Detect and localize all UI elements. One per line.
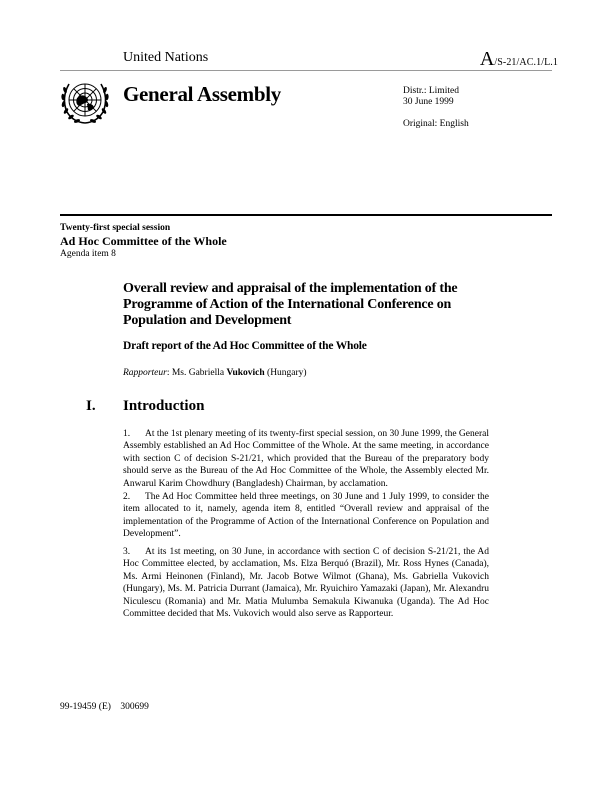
agenda-item: Agenda item 8 xyxy=(60,249,116,259)
document-date: 30 June 1999 xyxy=(403,97,454,107)
paragraph-text: At the 1st plenary meeting of its twenty-first special session, on 30 June 1999, the General Assembly established an Ad Hoc Committee of the Whole. At the same meeting, in accordance with section C of decision S-21/21, which provided that the Bureau of the preparatory body should serve as the Bureau of the Ad Hoc Committee of the Whole, the Assembly elected Mr. Anwarul Karim Chowdhury (Bangladesh) Chairman, by acclamation. xyxy=(123,429,489,489)
job-number: 99-19459 (E) xyxy=(60,702,111,712)
date-code: 300699 xyxy=(120,702,149,712)
paragraph-number: 1. xyxy=(123,429,131,439)
symbol-rest: /S-21/AC.1/L.1 xyxy=(494,57,558,68)
header-divider xyxy=(60,70,552,71)
distribution-block xyxy=(403,86,469,130)
rapporteur-role: Rapporteur xyxy=(123,368,167,378)
original-language: Original: English xyxy=(403,119,469,129)
symbol-prefix: A xyxy=(479,48,495,70)
section-title: Introduction xyxy=(123,398,205,414)
rapporteur-line xyxy=(123,368,307,378)
rapporteur-prefix: : Ms. Gabriella xyxy=(166,368,227,378)
paragraph xyxy=(123,546,489,620)
session-divider xyxy=(60,214,552,216)
rapporteur-surname: Vukovich xyxy=(226,368,265,378)
session-block xyxy=(60,222,227,260)
rapporteur-country: (Hungary) xyxy=(264,368,307,378)
paragraph-text: At its 1st meeting, on 30 June, in accordance with section C of decision S-21/21, the Ad Hoc Committee elected, by acclamation, Ms. Elza Berquó (Brazil), Mr. Ross Hynes (Canada), Ms. Armi Heinonen (Finland), Mr. Jacob Botwe Wilmot (Ghana), Ms. Gabriella Vukovich (Hungary), Ms. M. Patricia Durrant (Jamaica), Mr. Ryuichiro Yamazaki (Japan), Mr. Alexandru Niculescu (Romania) and Mr. Matia Mulumba Semakula Kiwanuka (Uganda). The Ad Hoc Committee decided that Ms. Vukovich would also serve as Rapporteur. xyxy=(123,547,489,620)
session-name: Twenty-first special session xyxy=(60,223,171,233)
un-emblem-icon xyxy=(59,76,111,126)
distribution-status: Distr.: Limited xyxy=(403,86,459,96)
paragraph xyxy=(123,491,489,541)
footer xyxy=(60,702,149,712)
document-title: Overall review and appraisal of the implementation of the Programme of Action of the International Conference on Population and Development xyxy=(123,281,458,328)
organ-title: General Assembly xyxy=(123,82,281,106)
paragraph-text: The Ad Hoc Committee held three meetings, on 30 June and 1 July 1999, to consider the item allocated to it, namely, agenda item 8, entitled “Overall review and appraisal of the implementation of the Programme of Action of the International Conference on Population and Development”. xyxy=(123,492,489,540)
organization-name: United Nations xyxy=(123,50,209,65)
paragraph-number: 3. xyxy=(123,547,131,557)
section-number: I. xyxy=(86,398,96,414)
paragraph xyxy=(123,428,489,490)
paragraph-number: 2. xyxy=(123,492,131,502)
document-symbol xyxy=(480,48,558,71)
document-subtitle: Draft report of the Ad Hoc Committee of the Whole xyxy=(123,340,367,352)
committee-name: Ad Hoc Committee of the Whole xyxy=(60,234,227,248)
